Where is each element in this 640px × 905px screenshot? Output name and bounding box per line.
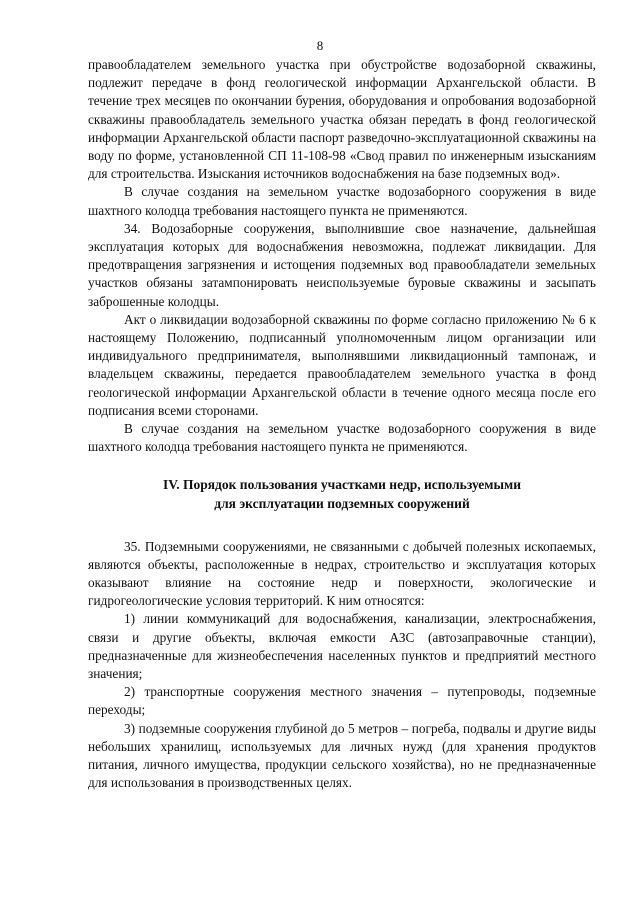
paragraph-liquidation-act: Акт о ликвидации водозаборной скважины по форме согласно приложению № 6 к настоящему Положению, подписанный уполномоченным лицом организации или индивидуального предпринимателя, выполнявшими ликвидационный тампонаж, и владельцем скважины, передается правообладателем земельного участка в фонд геологической информации Архангельской области в течение одного месяца после его подписания всеми сторонами. [88, 311, 596, 418]
list-item-2: 2) транспортные сооружения местного значения – путепроводы, подземные переходы; [88, 684, 596, 718]
section-heading-line-1: IV. Порядок пользования участками недр, используемыми [162, 477, 521, 493]
page-number: 8 [316, 38, 324, 53]
list-item-3: 3) подземные сооружения глубиной до 5 метров – погреба, подвалы и другие виды небольших хранилищ, используемых для личных нужд (для хранения продуктов питания, личного имущества, продукции сельского хозяйства), но не предназначенные для использования в производственных целях. [88, 720, 596, 791]
paragraph-passport-transfer: правообладателем земельного участка при обустройстве водозаборной скважины, подлежит передаче в фонд геологической информации Архангельской области. В течение трех месяцев по окончании бурения, оборудования и опробования водозаборной скважины правообладатель земельного участка обязан передать в фонд геологической информации Архангельской области паспорт разведочно-эксплуатационной скважины на воду по форме, установленной СП 11-108-98 «Свод правил по инженерным изысканиям для строительства. Изыскания источников водоснабжения на базе подземных вод». [88, 57, 596, 182]
paragraph-item-35: 35. Подземными сооружениями, не связанными с добычей полезных ископаемых, являются объекты, расположенные в недрах, строительство и эксплуатация которых оказывают влияние на состояние недр и поверхности, экологические и гидрогеологические условия территорий. К ним относятся: [88, 538, 596, 609]
paragraph-shaft-well-exception: В случае создания на земельном участке водозаборного сооружения в виде шахтного колодца требования настоящего пункта не применяются. [88, 184, 596, 218]
document-body [88, 56, 596, 793]
spacer [88, 526, 596, 538]
list-item-1: 1) линии коммуникаций для водоснабжения, канализации, электроснабжения, связи и другие объекты, включая емкости АЗС (автозаправочные станции), предназначенные для жизнеобеспечения населенных пунктов и предприятий местного значения; [88, 611, 596, 682]
section-heading-line-2: для эксплуатации подземных сооружений [214, 496, 470, 512]
section-heading [88, 476, 596, 513]
paragraph-item-34: 34. Водозаборные сооружения, выполнившие свое назначение, дальнейшая эксплуатация которых для водоснабжения невозможна, подлежат ликвидации. Для предотвращения загрязнения и истощения подземных вод правообладатели земельных участков обязаны затампонировать неиспользуемые буровые скважины и засыпать заброшенные колодцы. [88, 220, 596, 309]
paragraph-shaft-well-exception-2: В случае создания на земельном участке водозаборного сооружения в виде шахтного колодца требования настоящего пункта не применяются. [88, 421, 596, 455]
